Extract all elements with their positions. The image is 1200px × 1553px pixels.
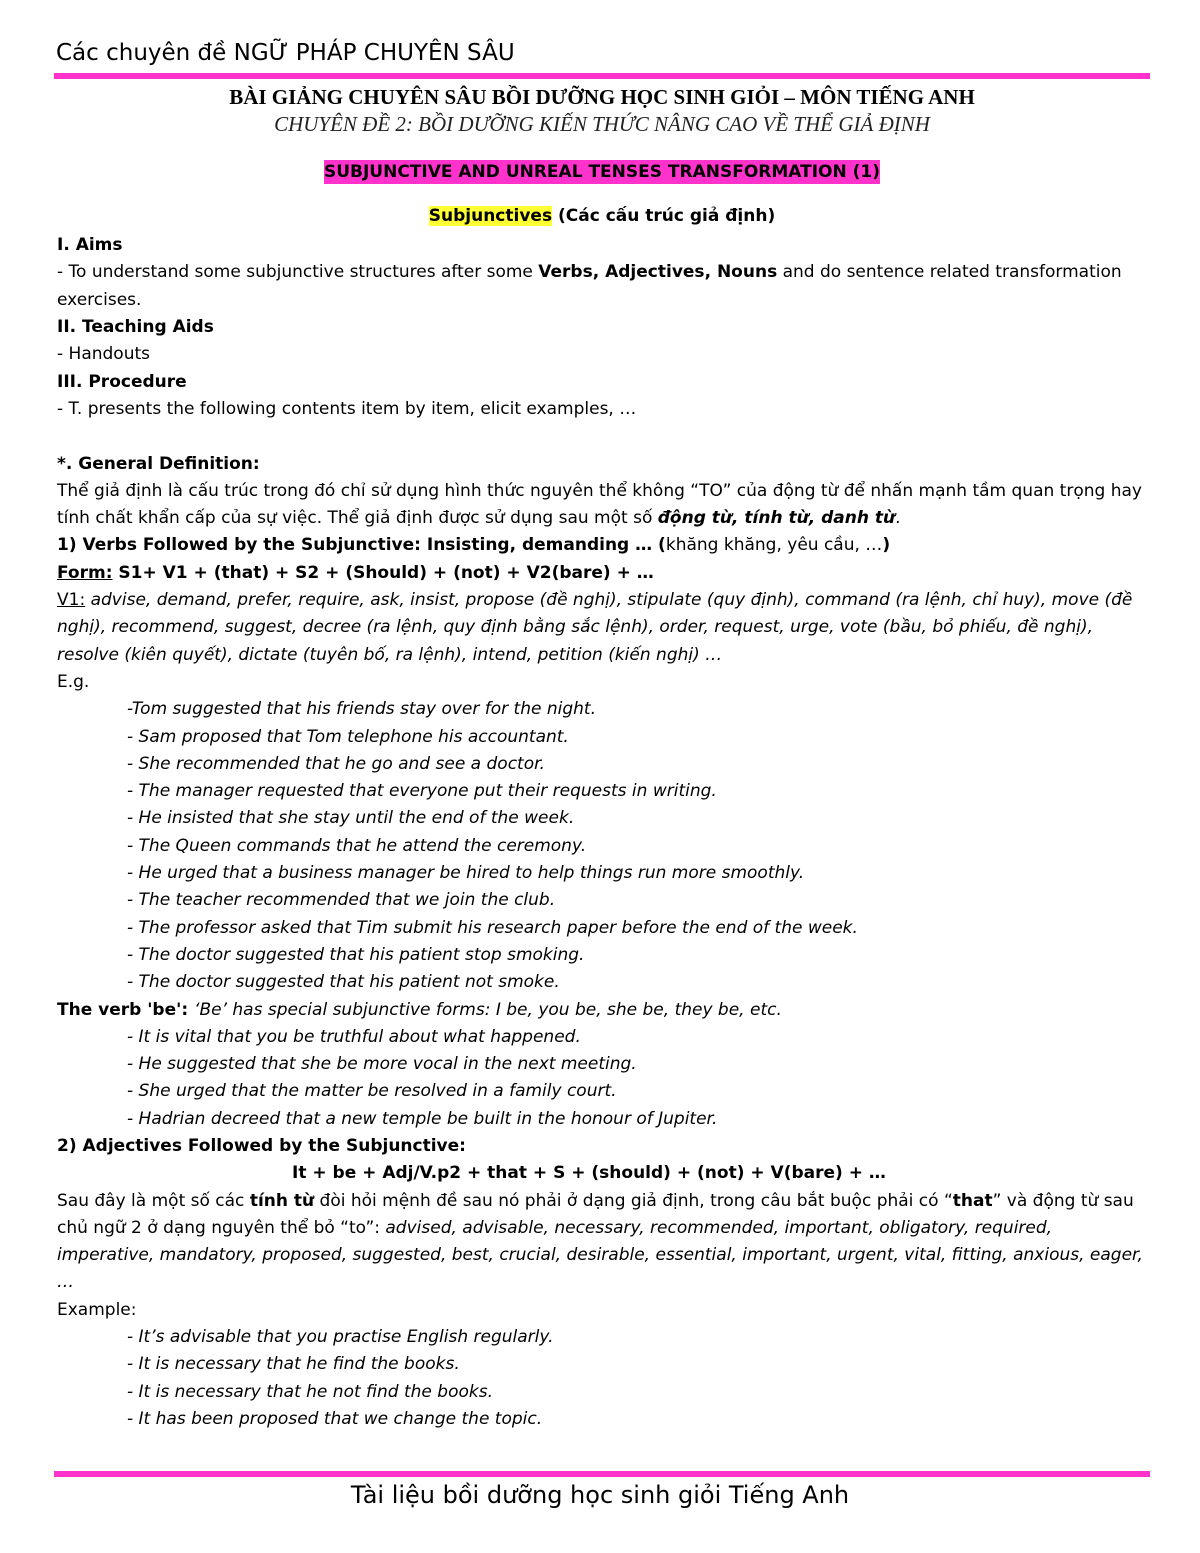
running-header: Các chuyên đề NGỮ PHÁP CHUYÊN SÂU — [56, 40, 515, 66]
definition-text: Thể giả định là cấu trúc trong đó chỉ sử dụng hình thức nguyên thể không “TO” của động từ để nhấn mạnh tầm quan trọng hay tính chất khẩn cấp của sự việc. Thể giả định được sử dụng sau một số động từ, tính từ, danh từ. — [57, 480, 1142, 529]
list-item: - Hadrian decreed that a new temple be built in the honour of Jupiter. — [127, 1108, 718, 1129]
list-item: - He suggested that she be more vocal in the next meeting. — [127, 1054, 637, 1075]
subtitle-highlight: Subjunctives — [428, 205, 553, 226]
list-item: - Sam proposed that Tom telephone his accountant. — [127, 726, 569, 747]
main-title: BÀI GIẢNG CHUYÊN SÂU BỒI DƯỠNG HỌC SINH GIỎI – MÔN TIẾNG ANH — [229, 85, 975, 109]
list-item: - It is necessary that he not find the books. — [127, 1381, 493, 1402]
aids-heading: II. Teaching Aids — [57, 317, 214, 338]
procedure-heading: III. Procedure — [57, 371, 187, 392]
verbs-heading: 1) Verbs Followed by the Subjunctive: Insisting, demanding … (khăng khăng, yêu cầu, …) — [57, 535, 891, 556]
list-item: -Tom suggested that his friends stay over for the night. — [127, 699, 596, 720]
list-item: - The doctor suggested that his patient stop smoking. — [127, 944, 585, 965]
lesson-title: SUBJUNCTIVE AND UNREAL TENSES TRANSFORMATION (1) — [323, 161, 881, 182]
verbs-form: Form: S1+ V1 + (that) + S2 + (Should) + (not) + V2(bare) + … — [57, 562, 654, 583]
list-item: - He insisted that she stay until the end of the week. — [127, 808, 575, 829]
running-footer: Tài liệu bồi dưỡng học sinh giỏi Tiếng Anh — [350, 1481, 850, 1509]
procedure-text: - T. presents the following contents item by item, elicit examples, … — [57, 398, 637, 419]
list-item: - It is vital that you be truthful about what happened. — [127, 1026, 581, 1047]
be-examples — [57, 1024, 1147, 1133]
list-item: - It has been proposed that we change the topic. — [127, 1408, 543, 1429]
list-item: - The doctor suggested that his patient not smoke. — [127, 972, 560, 993]
list-item: - It is necessary that he find the books. — [127, 1354, 460, 1375]
list-item: - The manager requested that everyone put their requests in writing. — [127, 781, 717, 802]
example-label: Example: — [57, 1299, 137, 1320]
header-rule — [54, 73, 1150, 79]
adjectives-heading: 2) Adjectives Followed by the Subjunctive: — [57, 1135, 466, 1156]
list-item: - It’s advisable that you practise English regularly. — [127, 1327, 554, 1348]
verb-examples — [57, 696, 1147, 996]
list-item: - He urged that a business manager be hired to help things run more smoothly. — [127, 863, 805, 884]
aids-text: - Handouts — [57, 344, 151, 365]
be-note: The verb 'be': ‘Be’ has special subjunctive forms: I be, you be, she be, they be, etc. — [57, 999, 782, 1020]
aims-heading: I. Aims — [57, 235, 123, 256]
topic-title: CHUYÊN ĐỀ 2: BỒI DƯỠNG KIẾN THỨC NÂNG CAO VỀ THỂ GIẢ ĐỊNH — [274, 112, 930, 137]
eg-label: E.g. — [57, 671, 90, 692]
section-subtitle: Subjunctives (Các cấu trúc giả định) — [428, 205, 776, 226]
footer-rule — [54, 1471, 1150, 1477]
adjectives-description: Sau đây là một số các tính từ đòi hỏi mệnh đề sau nó phải ở dạng giả định, trong câu bắt buộc phải có “that” và động từ sau chủ ngữ 2 ở dạng nguyên thể bỏ “to”: advised, advisable, necessary, recommended, important, obligatory, required, imperative, mandatory, proposed, suggested, best, crucial, desirable, essential, important, urgent, vital, fitting, anxious, eager, … — [57, 1190, 1143, 1293]
definition-heading: *. General Definition: — [57, 453, 260, 474]
list-item: - The teacher recommended that we join the club. — [127, 890, 556, 911]
list-item: - The professor asked that Tim submit his research paper before the end of the week. — [127, 917, 858, 938]
aims-text: - To understand some subjunctive structures after some Verbs, Adjectives, Nouns and do sentence related transformation exercises. — [57, 262, 1122, 310]
verbs-list: V1: advise, demand, prefer, require, ask, insist, propose (đề nghị), stipulate (quy định), command (ra lệnh, chỉ huy), move (đề nghị), recommend, suggest, decree (ra lệnh, quy định bằng sắc lệnh), order, request, urge, vote (bầu, bỏ phiếu, đề nghị), resolve (kiên quyết), dictate (tuyên bố, ra lệnh), intend, petition (kiến nghị) … — [57, 590, 1133, 665]
list-item: - She urged that the matter be resolved in a family court. — [127, 1081, 617, 1102]
adjectives-formula: It + be + Adj/V.p2 + that + S + (should) + (not) + V(bare) + … — [292, 1163, 886, 1184]
adjective-examples — [57, 1324, 1147, 1433]
list-item: - She recommended that he go and see a doctor. — [127, 753, 545, 774]
list-item: - The Queen commands that he attend the ceremony. — [127, 835, 587, 856]
page-content — [57, 84, 1147, 1433]
